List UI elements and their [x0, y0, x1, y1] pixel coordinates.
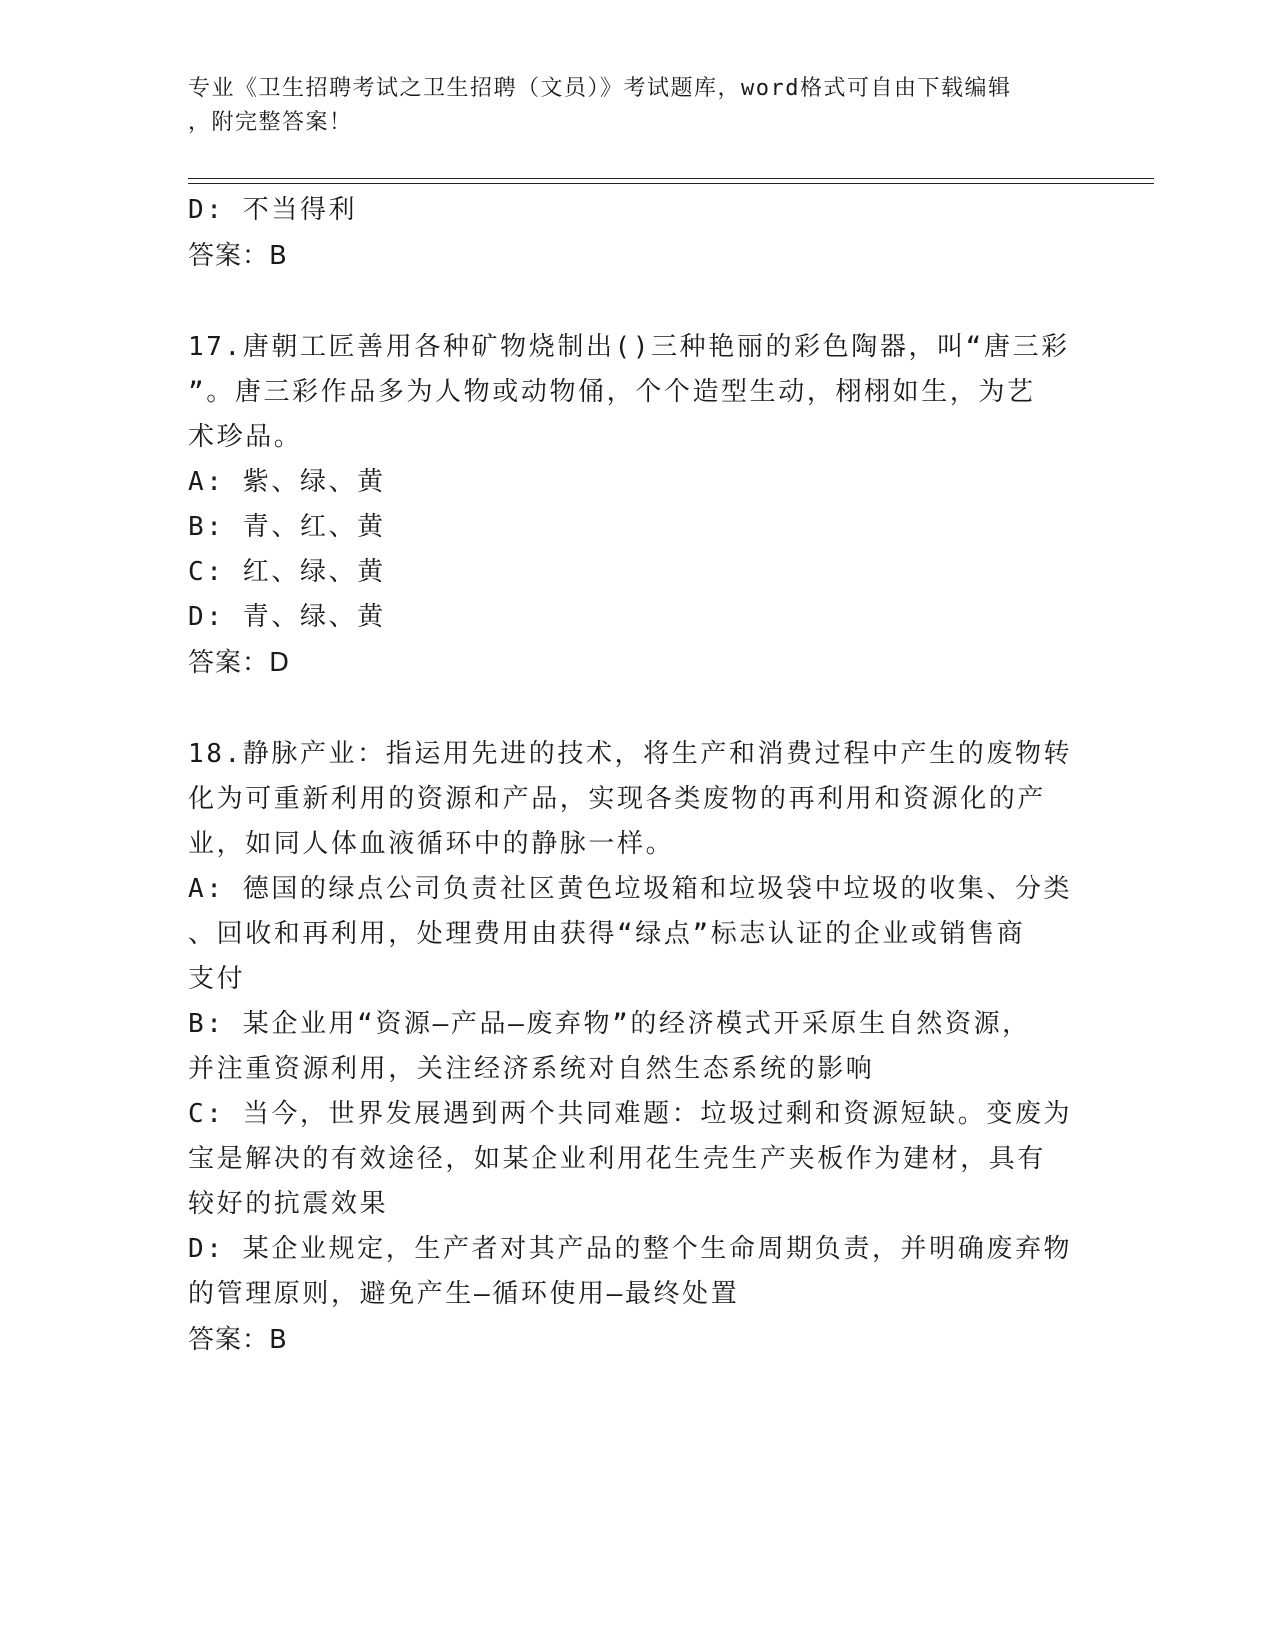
spacer [188, 686, 1088, 732]
option-d: D: 不当得利 [188, 195, 358, 225]
option-d: D: 青、绿、黄 [188, 602, 386, 632]
option-line: D: 某企业规定，生产者对其产品的整个生命周期负责，并明确废弃物 [188, 1234, 1073, 1264]
option-line: 并注重资源利用，关注经济系统对自然生态系统的影响 [188, 1054, 875, 1084]
option-c: C: 红、绿、黄 [188, 557, 386, 587]
question-stem-line: 术珍品。 [188, 422, 303, 452]
question-stem-line: 18.静脉产业：指运用先进的技术，将生产和消费过程中产生的废物转 [188, 739, 1073, 769]
question-stem-line: 化为可重新利用的资源和产品，实现各类废物的再利用和资源化的产 [188, 784, 1047, 814]
page-content [188, 188, 1088, 1363]
option-line: A: 德国的绿点公司负责社区黄色垃圾箱和垃圾袋中垃圾的收集、分类 [188, 874, 1073, 904]
option-line: 、回收和再利用，处理费用由获得“绿点”标志认证的企业或销售商 [188, 919, 1026, 949]
previous-question-tail [188, 188, 1088, 279]
answer-line: 答案：D [188, 648, 291, 678]
spacer [188, 279, 1088, 325]
answer-line: 答案：B [188, 241, 288, 271]
question-stem-line: 17.唐朝工匠善用各种矿物烧制出()三种艳丽的彩色陶器，叫“唐三彩 [188, 332, 1070, 362]
question-stem-line: ”。唐三彩作品多为人物或动物俑，个个造型生动，栩栩如生，为艺 [188, 377, 1036, 407]
option-line: 的管理原则，避免产生—循环使用—最终处置 [188, 1279, 740, 1309]
option-line: C: 当今，世界发展遇到两个共同难题：垃圾过剩和资源短缺。变废为 [188, 1099, 1073, 1129]
question-17 [188, 325, 1088, 686]
header-line-1: 专业《卫生招聘考试之卫生招聘（文员）》考试题库，word格式可自由下载编辑 [188, 76, 1012, 101]
option-line: 宝是解决的有效途径，如某企业利用花生壳生产夹板作为建材，具有 [188, 1144, 1047, 1174]
option-line: B: 某企业用“资源—产品—废弃物”的经济模式开采原生自然资源， [188, 1009, 1031, 1039]
question-stem-line: 业，如同人体血液循环中的静脉一样。 [188, 829, 675, 859]
option-a: A: 紫、绿、黄 [188, 467, 386, 497]
option-line: 较好的抗震效果 [188, 1189, 389, 1219]
answer-line: 答案：B [188, 1325, 288, 1355]
question-18 [188, 732, 1088, 1363]
option-b: B: 青、红、黄 [188, 512, 386, 542]
option-line: 支付 [188, 964, 246, 994]
page-header [188, 72, 1088, 140]
header-line-2: ，附完整答案！ [188, 110, 353, 135]
header-divider [188, 178, 1154, 184]
